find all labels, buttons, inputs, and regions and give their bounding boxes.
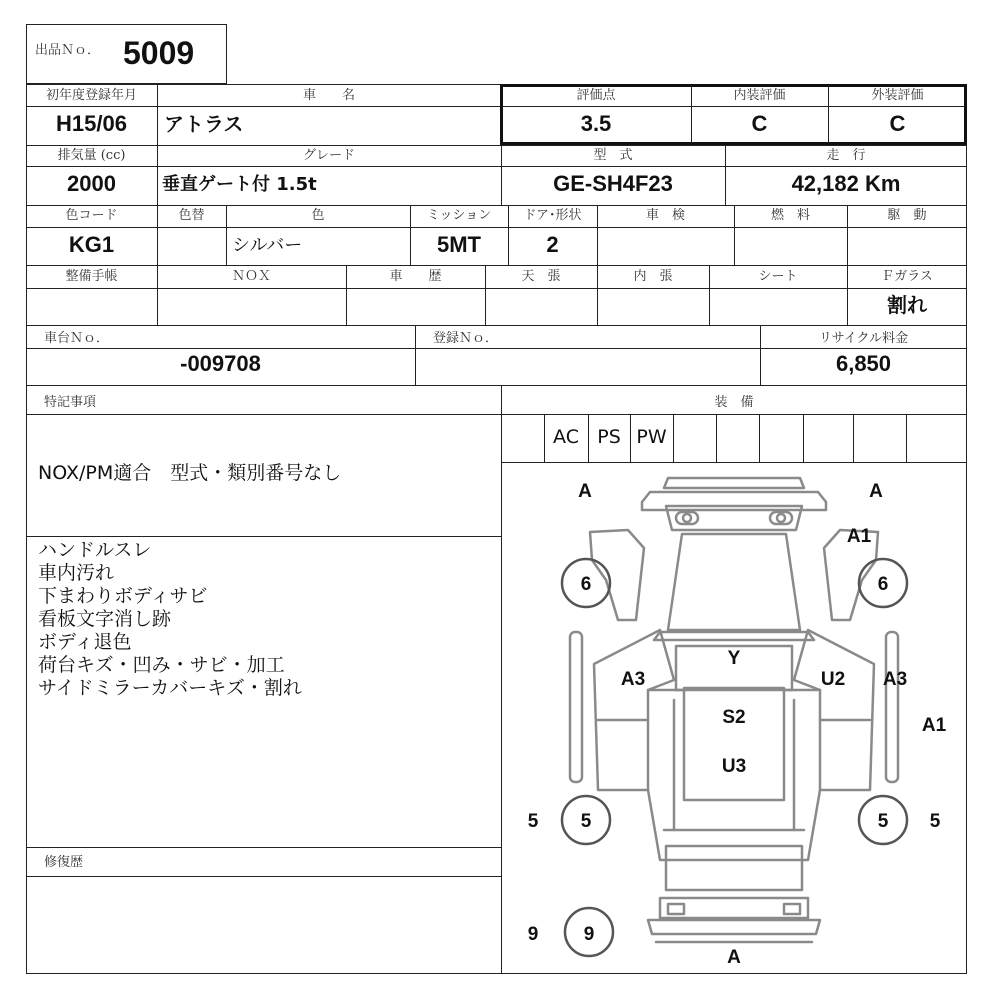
recycle-fee-value: 6,850	[835, 351, 892, 376]
door-shape-value: 2	[546, 232, 559, 257]
color-code-label: 色コード	[65, 208, 118, 223]
mark-tire-rear-left: 5	[580, 811, 592, 832]
mark-bed-lower: U3	[721, 756, 747, 777]
displacement-value: 2000	[67, 171, 116, 196]
repair-history-label: 修復歴	[44, 855, 84, 870]
mark-bed-center: S2	[722, 707, 746, 728]
mission-label: ミッション	[426, 208, 492, 223]
mark-left-body: A3	[620, 669, 646, 690]
front-glass-value: 割れ	[887, 293, 927, 317]
mark-right-body: A3	[882, 669, 908, 690]
mark-front-right-corner: A1	[846, 526, 872, 547]
seat-label: シート	[758, 269, 798, 284]
notes-item: ボディ退色	[38, 631, 132, 653]
mark-rear: A	[727, 947, 741, 968]
roof-lining-label: 天 張	[521, 269, 561, 284]
notes-item: 荷台キズ・凹み・サビ・加工	[38, 654, 285, 676]
score-value: 3.5	[580, 111, 612, 136]
mark-spare-outer: 9	[527, 924, 539, 945]
mileage-value: 42,182 Km	[791, 171, 901, 196]
grade-label: グレード	[302, 148, 355, 163]
inspection-label: 車 検	[645, 208, 685, 223]
mark-rear-left-outer: 5	[527, 811, 539, 832]
color-value: シルバー	[232, 235, 303, 256]
mileage-label: 走 行	[826, 148, 866, 163]
notes-item: ハンドルスレ	[38, 539, 152, 561]
lot-number-label: 出品Ｎｏ．	[35, 43, 101, 58]
interior-trim-label: 内 張	[633, 269, 673, 284]
recycle-fee-label: リサイクル料金	[818, 331, 909, 346]
chassis-number-label: 車台Ｎｏ．	[44, 331, 110, 346]
interior-rating-value: C	[751, 111, 768, 136]
nox-label: ＮＯＸ	[231, 269, 271, 284]
mark-spare-tire: 9	[583, 924, 595, 945]
front-glass-label: Ｆガラス	[881, 269, 933, 284]
fuel-label: 燃 料	[770, 208, 810, 223]
notes-item: 車内汚れ	[38, 562, 115, 584]
chassis-number-value: -009708	[180, 351, 261, 376]
mission-value: 5MT	[437, 232, 481, 257]
first-registration-label: 初年度登録年月	[45, 88, 137, 103]
color-label: 色	[311, 208, 325, 223]
equipment-label: 装 備	[714, 395, 754, 410]
lot-number-box	[26, 24, 227, 84]
equipment-ps: PS	[597, 426, 621, 448]
repaint-label: 色替	[178, 208, 205, 223]
lot-number-value: 5009	[123, 35, 195, 71]
equipment-pw: PW	[636, 426, 667, 448]
car-name-label: 車 名	[302, 88, 355, 103]
score-label: 評価点	[576, 88, 616, 103]
notes-list	[38, 539, 302, 700]
mark-tire-front-right: 6	[877, 574, 889, 595]
model-label: 型 式	[593, 148, 633, 163]
drive-label: 駆 動	[887, 208, 927, 223]
car-name-value: アトラス	[164, 112, 244, 136]
notes-line-1: NOX/PM適合 型式・類別番号なし	[38, 462, 342, 484]
mark-cab-back: Y	[727, 648, 741, 669]
history-label: 車 歴	[389, 269, 442, 284]
mark-rear-right-outer: 5	[929, 811, 941, 832]
grade-value: 垂直ゲート付 1.5t	[162, 174, 317, 195]
model-value: GE-SH4F23	[553, 171, 673, 196]
interior-rating-label: 内装評価	[733, 88, 786, 103]
equipment-ac: AC	[553, 426, 579, 448]
mark-tire-rear-right: 5	[877, 811, 889, 832]
truck-damage-diagram	[502, 463, 966, 973]
color-code-value: KG1	[68, 232, 115, 257]
notes-item: 下まわりボディサビ	[38, 585, 208, 607]
notes-item: サイドミラーカバーキズ・割れ	[38, 677, 302, 699]
door-shape-label: ドア･形状	[523, 208, 582, 223]
first-registration-value: H15/06	[56, 111, 127, 136]
mark-tire-front-left: 6	[580, 574, 592, 595]
exterior-rating-label: 外装評価	[871, 88, 924, 103]
mark-right-side: A1	[921, 715, 947, 736]
maintenance-book-label: 整備手帳	[65, 269, 118, 284]
registration-number-label: 登録Ｎｏ．	[433, 331, 499, 346]
exterior-rating-value: C	[889, 111, 906, 136]
notes-item: 看板文字消し跡	[38, 608, 172, 630]
mark-front-right: A	[869, 481, 883, 502]
mark-right-door: U2	[820, 669, 846, 690]
mark-front-left: A	[578, 481, 592, 502]
notes-label: 特記事項	[44, 395, 97, 410]
displacement-label: 排気量 (cc)	[57, 148, 126, 163]
